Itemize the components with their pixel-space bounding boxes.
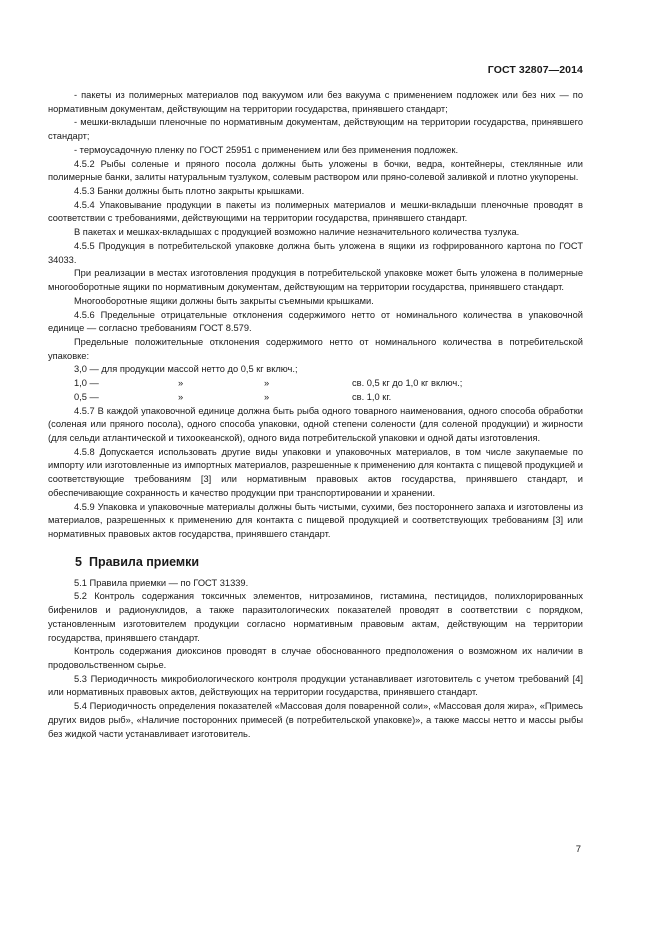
paragraph: - термоусадочную пленку по ГОСТ 25951 с применением или без применения подложек.: [74, 144, 459, 155]
ditto-mark: »: [264, 391, 270, 402]
paragraph: Многооборотные ящики должны быть закрыты съемными крышками.: [74, 295, 374, 306]
paragraph: Предельные положительные отклонения содержимого нетто от номинального количества в потребительской упаковке:: [48, 336, 583, 361]
paragraph: При реализации в местах изготовления продукция в потребительской упаковке может быть уложена в полимерные многооборотные ящики по нормативным документам, действующим на территории государства, принявшего стандарт.: [48, 268, 583, 293]
section-heading: [75, 554, 583, 570]
tolerance-range: св. 0,5 кг до 1,0 кг включ.;: [352, 378, 463, 389]
paragraph: 4.5.4 Упаковывание продукции в пакеты из полимерных материалов и мешки-вкладыши пленочные проводят в соответствии с требованиями, действующими на территории государства, принявшего стандарт.: [48, 199, 583, 224]
paragraph: - пакеты из полимерных материалов под вакуумом или без вакуума с применением подложек или без них — по нормативным документам, действующим на территории государства, принявшего стандарт;: [48, 90, 583, 114]
tolerance-list: [48, 377, 583, 404]
paragraph: 4.5.3 Банки должны быть плотно закрыты крышками.: [74, 186, 305, 197]
ditto-mark: »: [264, 378, 270, 389]
paragraph: 5.3 Периодичность микробиологического контроля продукции устанавливает изготовитель с учетом требований [4] или нормативных правовых актов, действующих на территории государства, принявшего стандарт.: [48, 673, 583, 698]
paragraph: 4.5.6 Предельные отрицательные отклонения содержимого нетто от номинального количества в упаковочной единице — согласно требованиям ГОСТ 8.579.: [48, 309, 583, 334]
tolerance-row: [48, 377, 583, 391]
paragraph: В пакетах и мешках-вкладышах с продукцией возможно наличие незначительного количества тузлука.: [74, 227, 520, 238]
paragraph: - мешки-вкладыши пленочные по нормативным документам, действующим на территории государства, принявшего стандарт;: [48, 117, 583, 142]
ditto-mark: »: [178, 391, 184, 402]
tolerance-first-line: 3,0 — для продукции массой нетто до 0,5 кг включ.;: [74, 364, 298, 375]
section-title: Правила приемки: [88, 554, 200, 569]
document-body: [48, 89, 583, 741]
page-number: 7: [575, 844, 581, 855]
tolerance-row: [48, 391, 583, 405]
paragraph: 4.5.5 Продукция в потребительской упаковке должна быть уложена в ящики из гофрированного картона по ГОСТ 34033.: [48, 240, 583, 265]
tolerance-range: св. 1,0 кг.: [352, 391, 392, 402]
paragraph: 4.5.9 Упаковка и упаковочные материалы должны быть чистыми, сухими, без постороннего запаха и изготовлены из материалов, разрешенных к применению для контакта с пищевой продукцией и соответствующих требованиям [3] или нормативных правовых актов государства, принявшего стандарт.: [48, 501, 583, 539]
paragraph: Контроль содержания диоксинов проводят в случае обоснованного предположения о возможном их наличии в продовольственном сырье.: [48, 646, 583, 671]
paragraph: 5.2 Контроль содержания токсичных элементов, нитрозаминов, гистамина, пестицидов, полихлорированных бифенилов и радионуклидов, а также паразитологических показателей проводят в соответствии с порядком, установленным изготовителем продукции согласно нормативным правовым актам, действующим на территории государства, принявшего стандарт.: [48, 591, 583, 643]
tolerance-value: 1,0 —: [74, 378, 99, 389]
paragraph: 4.5.7 В каждой упаковочной единице должна быть рыба одного товарного наименования, одного способа обработки (соленая или пряного посола), одного способа упаковки, одной степени солености (для соленой продукции) и жирности (для сельди атлантической и тихоокеанской), одного вида потребительской упаковки и одной даты изготовления.: [48, 405, 583, 443]
paragraph: 5.1 Правила приемки — по ГОСТ 31339.: [74, 577, 249, 588]
tolerance-value: 0,5 —: [74, 391, 99, 402]
paragraph: 4.5.8 Допускается использовать другие виды упаковки и упаковочных материалов, в том числе закупаемые по импорту или изготовленные из импортных материалов, разрешенные к применению для контакта с пищевой продукцией и соответствующие требованиям [3] или нормативным правовых актов государства, принявшего стандарт, и обеспечивающие сохранность и качество продукции при транспортировании и хранении.: [48, 446, 583, 498]
ditto-mark: »: [178, 378, 184, 389]
document-code: ГОСТ 32807—2014: [487, 64, 583, 76]
section-number: 5: [75, 554, 82, 569]
paragraph: 4.5.2 Рыбы соленые и пряного посола должны быть уложены в бочки, ведра, контейнеры, стеклянные или полимерные банки, залиты натуральным тузлуком, солевым раствором или пряно-солевой заливкой и плотно укупорены.: [48, 158, 583, 183]
paragraph: 5.4 Периодичность определения показателей «Массовая доля поваренной соли», «Массовая доля жира», «Примесь других видов рыб», «Наличие посторонних примесей (в потребительской упаковке)», а также массы нетто и массы рыбы без жидкой части устанавливает изготовитель.: [48, 701, 583, 739]
